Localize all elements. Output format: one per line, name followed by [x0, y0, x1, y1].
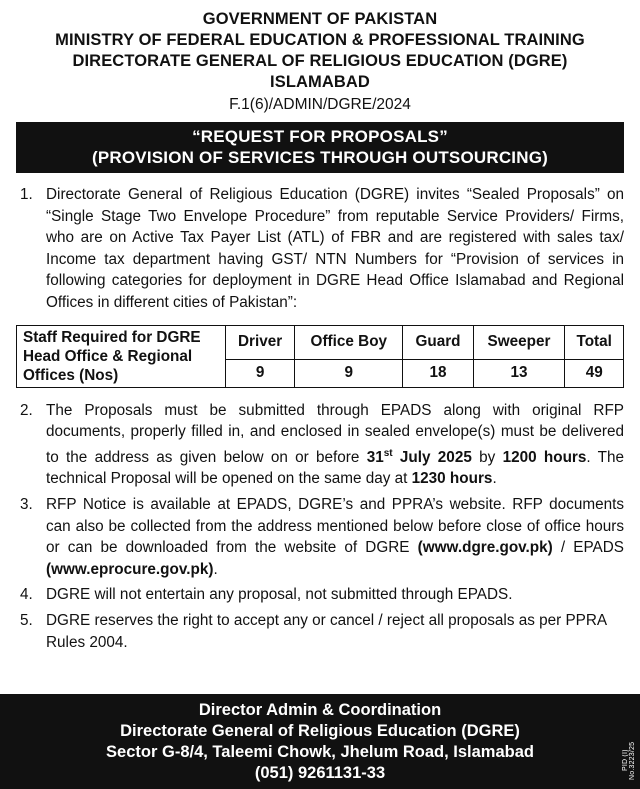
staff-table: [16, 325, 624, 388]
office-boy-count: 9: [295, 359, 403, 387]
paragraph-text: [46, 494, 624, 580]
deadline-time: 1200 hours: [502, 448, 587, 466]
paragraph-text: DGRE reserves the right to accept any or cancel / reject all proposals as per PPRA Rules 2004.: [46, 612, 607, 651]
col-sweeper: Sweeper: [473, 325, 565, 359]
city-line: ISLAMABAD: [270, 73, 370, 91]
contact-designation: Director Admin & Coordination: [198, 701, 442, 719]
deadline-date: 31st July 2025: [366, 447, 472, 466]
paragraph-2: [16, 400, 624, 490]
text-run: / EPADS: [552, 539, 624, 557]
govt-line: GOVERNMENT OF PAKISTAN: [202, 10, 438, 28]
col-office-boy: Office Boy: [295, 325, 403, 359]
paragraph-text: [46, 400, 624, 490]
total-count: 49: [565, 359, 624, 387]
text-run: .: [492, 470, 497, 488]
staff-row-label: Staff Required for DGRE Head Office & Regional Offices (Nos): [17, 325, 226, 387]
paragraph-4: [16, 584, 624, 606]
sweeper-count: 13: [473, 359, 565, 387]
paragraph-1: [16, 184, 624, 314]
eprocure-website: (www.eprocure.gov.pk): [46, 560, 214, 578]
banner-subtitle: (PROVISION OF SERVICES THROUGH OUTSOURCING): [92, 148, 548, 167]
directorate-line: DIRECTORATE GENERAL OF RELIGIOUS EDUCATION (DGRE): [72, 52, 568, 70]
paragraph-text: Directorate General of Religious Education (DGRE) invites “Sealed Proposals” on “Single Stage Two Envelope Procedure” from reputable Service Providers/ Firms, who are on Active Tax Payer List (ATL) of FBR and are registered with sales tax/ Income tax department having GST/ NTN Numbers for “Provision of services in following categories for deployment in DGRE Head Office Islamabad and Regional Offices in different cities of Pakistan”:: [46, 186, 624, 311]
text-run: The Proposals must be submitted through EPADS along with original RFP documents, properly filled in, and enclosed in sealed envelope(s) must be delivered to the address as given below on or before: [46, 401, 624, 466]
contact-phone: (051) 9261131-33: [254, 764, 386, 782]
ministry-line: MINISTRY OF FEDERAL EDUCATION & PROFESSIONAL TRAINING: [55, 31, 585, 49]
guard-count: 18: [403, 359, 473, 387]
title-banner: [16, 122, 624, 173]
text-run: by: [471, 448, 503, 466]
contact-address: Sector G-8/4, Taleemi Chowk, Jhelum Road, Islamabad: [106, 743, 534, 761]
col-total: Total: [565, 325, 624, 359]
text-run: RFP Notice is available at EPADS, DGRE’s and PPRA’s website. RFP documents can also be collected from the address mentioned below before close of office hours or can be downloaded from the website of DGRE: [46, 496, 624, 557]
paragraph-3: [16, 494, 624, 580]
table-header-row: [17, 325, 624, 359]
paragraph-5: [16, 610, 624, 653]
col-driver: Driver: [226, 325, 295, 359]
opening-time: 1230 hours: [411, 470, 493, 488]
paragraph-text: DGRE will not entertain any proposal, not submitted through EPADS.: [46, 586, 513, 604]
col-guard: Guard: [403, 325, 473, 359]
text-run: .: [213, 560, 218, 578]
paragraph-number: 4.: [20, 586, 33, 604]
banner-title: “REQUEST FOR PROPOSALS”: [192, 127, 448, 146]
text-run: . The technical Proposal will be opened on the same day at: [46, 448, 625, 488]
paragraph-number: 3.: [20, 496, 33, 514]
contact-organization: Directorate General of Religious Education (DGRE): [120, 722, 520, 740]
paragraph-number: 2.: [20, 401, 33, 419]
paragraph-number: 1.: [20, 186, 33, 203]
paragraph-number: 5.: [20, 612, 33, 629]
pid-number: PID (I) No.3223/25: [622, 741, 636, 780]
dgre-website: (www.dgre.gov.pk): [417, 539, 553, 557]
file-reference: F.1(6)/ADMIN/DGRE/2024: [229, 96, 411, 113]
letterhead: [0, 0, 640, 115]
contact-footer: [0, 694, 640, 789]
driver-count: 9: [226, 359, 295, 387]
